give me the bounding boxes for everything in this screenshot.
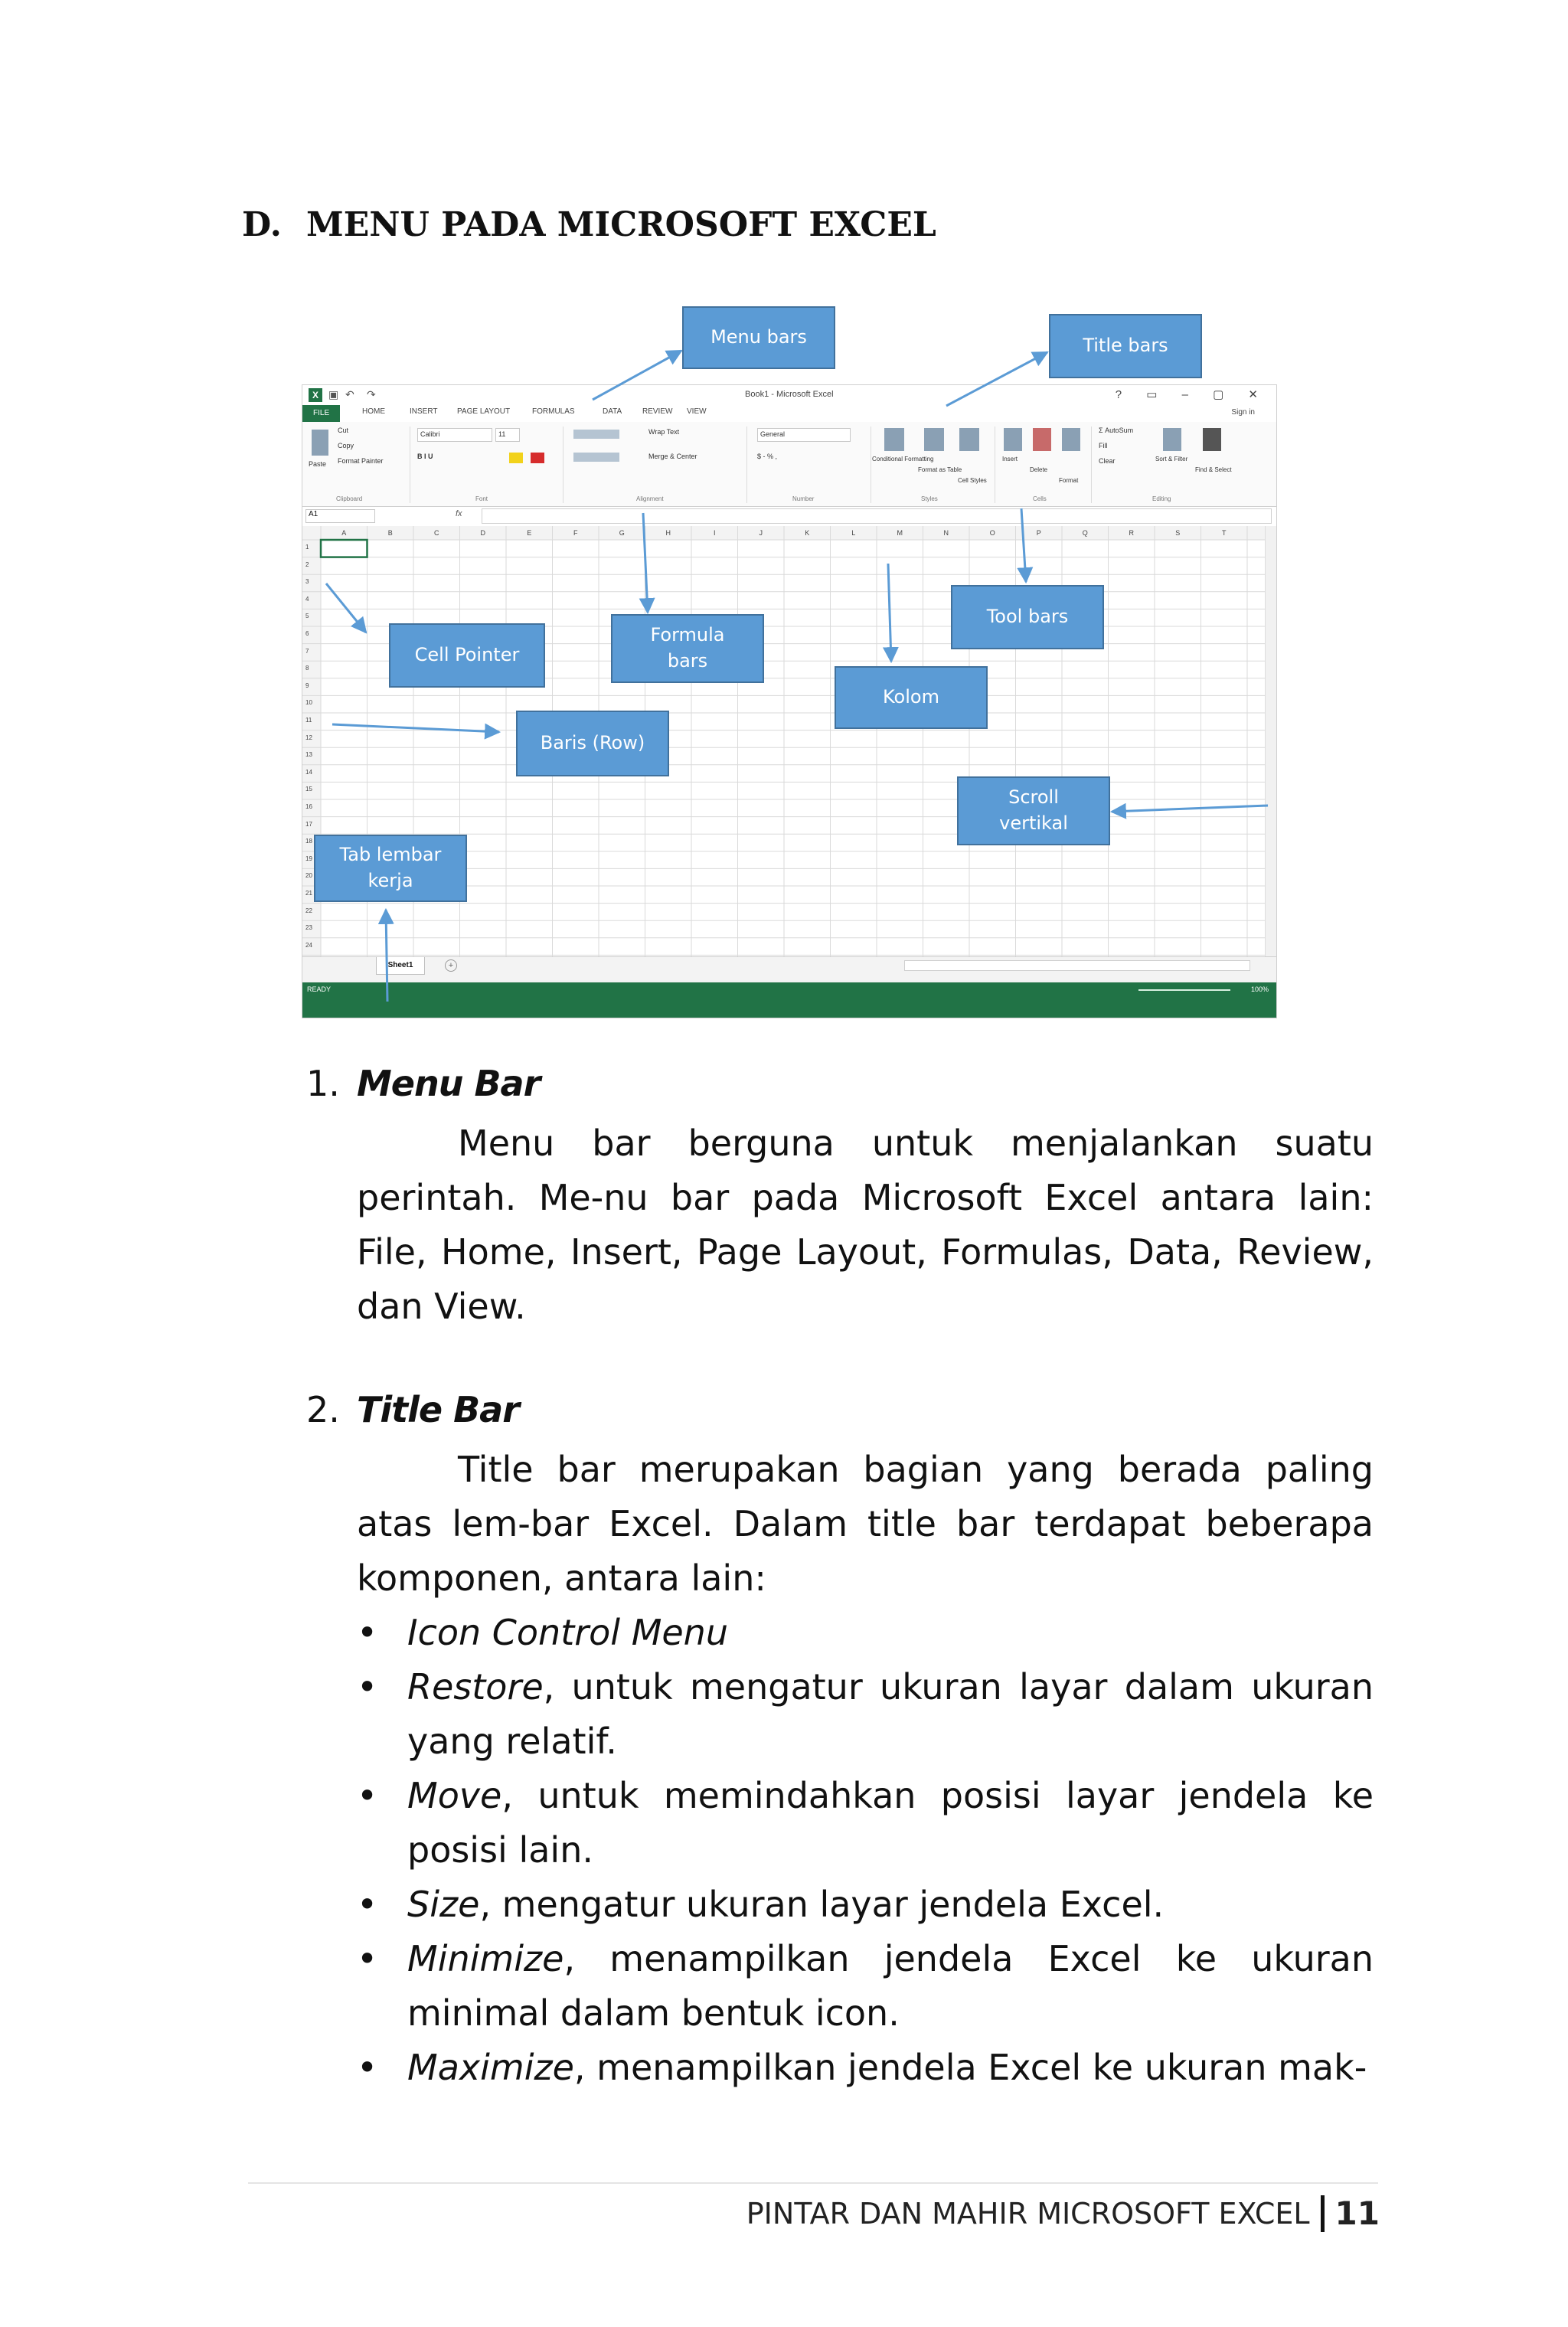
list-item: • Restore, untuk mengatur ukuran layar dalam ukuran yang relatif.	[357, 1660, 1374, 1769]
redo-icon: ↷	[367, 388, 376, 400]
column-header: Q	[1082, 529, 1088, 537]
row-header: 22	[305, 907, 312, 914]
conditional-formatting-label: Conditional Formatting	[872, 456, 934, 462]
merge-center-label: Merge & Center	[648, 453, 697, 460]
column-header: H	[665, 529, 671, 537]
column-header: E	[527, 529, 532, 537]
sort-filter-label: Sort & Filter	[1155, 456, 1188, 462]
format-painter-label: Format Painter	[338, 457, 384, 465]
baris-arrow	[332, 724, 499, 732]
number-format-icons: $ - % ,	[757, 453, 778, 460]
ribbon-tab-home: HOME	[362, 407, 385, 416]
fill-label: Fill	[1099, 442, 1108, 449]
page-number: 11	[1334, 2195, 1380, 2232]
status-ready: READY	[307, 985, 332, 993]
title-bar-component-list	[357, 1606, 1374, 2095]
clear-label: Clear	[1099, 457, 1116, 465]
column-header: F	[573, 529, 578, 537]
callout-title-bars: Title bars	[1049, 314, 1202, 378]
row-header: 2	[305, 561, 309, 568]
item-2-paragraph: Title bar merupakan bagian yang berada paling atas lem-bar Excel. Dalam title bar terdapat beberapa komponen, antara lain:	[357, 1449, 1374, 1599]
scroll-vertikal-arrow	[1112, 806, 1268, 812]
row-header: 3	[305, 578, 309, 586]
item-2-heading	[306, 1389, 519, 1430]
ribbon-tab-formulas: FORMULAS	[532, 407, 575, 416]
group-label-number: Number	[792, 495, 815, 502]
cut-label: Cut	[338, 427, 349, 434]
row-header: 24	[305, 941, 312, 949]
group-label-editing: Editing	[1152, 495, 1171, 502]
group-label-clipboard: Clipboard	[336, 495, 363, 502]
callout-scroll-vertikal: Scroll vertikal	[957, 776, 1110, 845]
row-header: 18	[305, 838, 312, 845]
tool-bars-arrow	[1021, 508, 1026, 582]
workbook-title: Book1 - Microsoft Excel	[745, 390, 834, 399]
ribbon-tab-file: FILE	[302, 405, 340, 422]
row-header: 14	[305, 768, 312, 776]
bold-italic-underline-icon: B I U	[417, 453, 433, 460]
row-header: 8	[305, 665, 309, 672]
ribbon-tab-view: VIEW	[687, 407, 707, 416]
footer-separator	[1321, 2195, 1325, 2232]
insert-cells-label: Insert	[1002, 456, 1018, 462]
font-size-box: 11	[495, 428, 520, 442]
column-header: T	[1222, 529, 1227, 537]
tab-lembar-arrow	[386, 910, 387, 1002]
excel-figure	[302, 306, 1276, 1021]
ribbon-tab-review: REVIEW	[642, 407, 673, 416]
section-letter: D.	[242, 205, 282, 244]
row-header: 1	[305, 544, 309, 551]
kolom-arrow	[888, 564, 891, 662]
copy-label: Copy	[338, 442, 354, 449]
row-header: 13	[305, 751, 312, 759]
column-header: S	[1175, 529, 1181, 537]
page-footer	[746, 2195, 1380, 2232]
column-header: I	[713, 529, 716, 537]
ribbon-tab-insert: INSERT	[410, 407, 438, 416]
row-header: 9	[305, 681, 309, 689]
row-header: 10	[305, 699, 312, 707]
callout-baris-row: Baris (Row)	[516, 711, 669, 776]
row-header: 15	[305, 786, 312, 793]
sign-in-link: Sign in	[1231, 408, 1255, 417]
group-label-alignment: Alignment	[636, 495, 664, 502]
name-box: A1	[305, 509, 375, 523]
cell-pointer-arrow	[326, 583, 366, 632]
column-header: G	[619, 529, 625, 537]
column-header: O	[989, 529, 995, 537]
ribbon-tab-data: DATA	[603, 407, 622, 416]
row-header: 5	[305, 613, 309, 620]
row-header: 7	[305, 647, 309, 655]
number-format-box: General	[757, 428, 851, 442]
item-2-number: 2.	[306, 1389, 340, 1430]
cell-styles-label: Cell Styles	[958, 477, 987, 484]
column-header: L	[851, 529, 856, 537]
column-header: M	[897, 529, 903, 537]
item-2-title: Title Bar	[357, 1389, 519, 1430]
row-header: 20	[305, 872, 312, 880]
column-header: A	[341, 529, 347, 537]
callout-menu-bars: Menu bars	[682, 306, 835, 369]
save-icon: ▣	[328, 388, 339, 400]
footer-divider	[248, 2182, 1378, 2184]
list-item: • Move, untuk memindahkan posisi layar jendela ke posisi lain.	[357, 1769, 1374, 1878]
item-1-number: 1.	[306, 1063, 340, 1104]
callout-cell-pointer: Cell Pointer	[389, 623, 545, 688]
formula-bars-arrow	[643, 513, 648, 613]
window-controls-icon: ? ▭ – ▢ ✕	[1115, 388, 1269, 401]
list-item: • Minimize, menampilkan jendela Excel ke ukuran minimal dalam bentuk icon.	[357, 1932, 1374, 2041]
list-item: • Icon Control Menu	[357, 1606, 1374, 1660]
fx-icon: fx	[456, 509, 462, 518]
column-header: J	[759, 529, 763, 537]
section-title-text: MENU PADA MICROSOFT EXCEL	[306, 205, 936, 244]
undo-icon: ↶	[345, 388, 354, 400]
item-1-paragraph: Menu bar berguna untuk menjalankan suatu perintah. Me-nu bar pada Microsoft Excel antara lain: File, Home, Insert, Page Layout, Formulas, Data, Review, dan View.	[357, 1123, 1374, 1327]
find-select-label: Find & Select	[1195, 466, 1232, 473]
format-as-table-label: Format as Table	[918, 466, 962, 473]
title-bars-arrow	[946, 352, 1047, 406]
row-header: 6	[305, 630, 309, 637]
format-cells-label: Format	[1059, 477, 1079, 484]
row-header: 17	[305, 820, 312, 828]
row-header: 23	[305, 924, 312, 932]
callout-kolom: Kolom	[835, 666, 988, 729]
column-header: D	[480, 529, 485, 537]
menu-bars-arrow	[593, 351, 681, 400]
font-name-box: Calibri	[417, 428, 492, 442]
group-label-styles: Styles	[921, 495, 938, 502]
row-header: 16	[305, 803, 312, 810]
list-item: • Maximize, menampilkan jendela Excel ke ukuran mak-	[357, 2041, 1374, 2095]
wrap-text-label: Wrap Text	[648, 428, 680, 436]
group-label-font: Font	[475, 495, 488, 502]
column-header: K	[805, 529, 810, 537]
ribbon-tab-page-layout: PAGE LAYOUT	[457, 407, 511, 416]
row-header: 21	[305, 890, 312, 897]
section-title	[242, 205, 936, 244]
row-header: 11	[305, 717, 312, 724]
item-1-title: Menu Bar	[357, 1063, 541, 1104]
paste-label: Paste	[309, 460, 327, 468]
column-header: C	[434, 529, 439, 537]
column-header: N	[943, 529, 949, 537]
add-sheet-icon: +	[445, 959, 457, 972]
sheet-tab: Sheet1	[376, 957, 425, 975]
group-label-cells: Cells	[1033, 495, 1047, 502]
delete-cells-label: Delete	[1030, 466, 1048, 473]
excel-app-icon: X	[309, 388, 322, 402]
zoom-level: 100%	[1250, 985, 1269, 993]
column-header: R	[1129, 529, 1134, 537]
item-1-heading	[306, 1063, 540, 1104]
callout-formula-bars: Formula bars	[611, 614, 764, 683]
callout-tab-lembar-kerja: Tab lembar kerja	[314, 835, 467, 902]
row-header: 12	[305, 734, 312, 741]
callout-tool-bars: Tool bars	[951, 585, 1104, 649]
list-item: • Size, mengatur ukuran layar jendela Excel.	[357, 1878, 1374, 1932]
row-header: 4	[305, 595, 309, 603]
footer-book-title: PINTAR DAN MAHIR MICROSOFT EXCEL	[746, 2196, 1310, 2231]
row-header: 19	[305, 855, 312, 862]
autosum-label: Σ AutoSum	[1099, 427, 1134, 434]
column-header: P	[1036, 529, 1041, 537]
column-header: B	[387, 529, 393, 537]
